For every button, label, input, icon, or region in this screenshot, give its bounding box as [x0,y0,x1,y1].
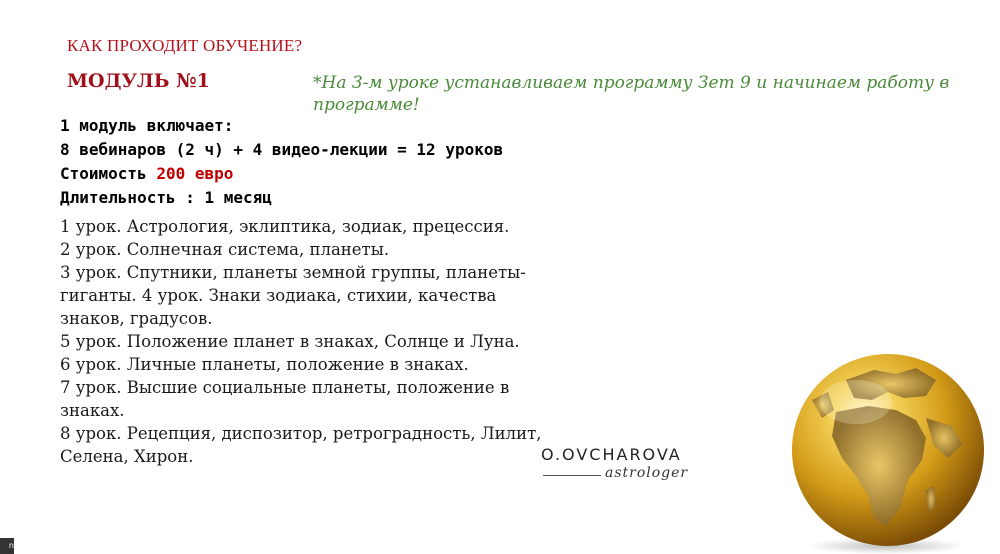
brand-name: O.OVCHAROVA [541,445,682,464]
cost-value: 200 евро [156,164,234,183]
list-item: 5 урок. Положение планет в знаках, Солнце и Луна. [60,332,520,351]
module-title: МОДУЛЬ №1 [67,70,210,92]
cost-label: Стоимость [60,164,157,183]
brand-divider [543,475,601,476]
lesson-list [60,215,542,468]
corner-tab: n [0,538,14,554]
page-title: КАК ПРОХОДИТ ОБУЧЕНИЕ? [67,36,303,55]
includes-line: 1 модуль включает: [60,116,234,135]
list-item: 1 урок. Астрология, эклиптика, зодиак, прецессия. [60,217,510,236]
composition-line: 8 вебинаров (2 ч) + 4 видео-лекции = 12 уроков [60,140,504,159]
golden-globe-icon [776,340,1000,554]
program-note: *На 3-м уроке устанавливаем программу Зет 9 и начинаем работу в программе! [313,73,950,115]
brand-tagline: astrologer [605,465,689,481]
cost-line [60,162,503,186]
module-summary [60,114,503,210]
brand-logo [541,445,691,481]
list-item: 8 урок. Рецепция, диспозитор, ретроградность, Лилит, Селена, Хирон. [60,424,542,466]
list-item: 2 урок. Солнечная система, планеты. [60,240,390,259]
duration-line: Длительность : 1 месяц [60,188,272,207]
list-item: 6 урок. Личные планеты, положение в знаках. [60,355,469,374]
list-item: 7 урок. Высшие социальные планеты, положение в знаках. [60,378,510,420]
list-item: 3 урок. Спутники, планеты земной группы, планеты-гиганты. 4 урок. Знаки зодиака, стихии, качества знаков, градусов. [60,263,526,328]
